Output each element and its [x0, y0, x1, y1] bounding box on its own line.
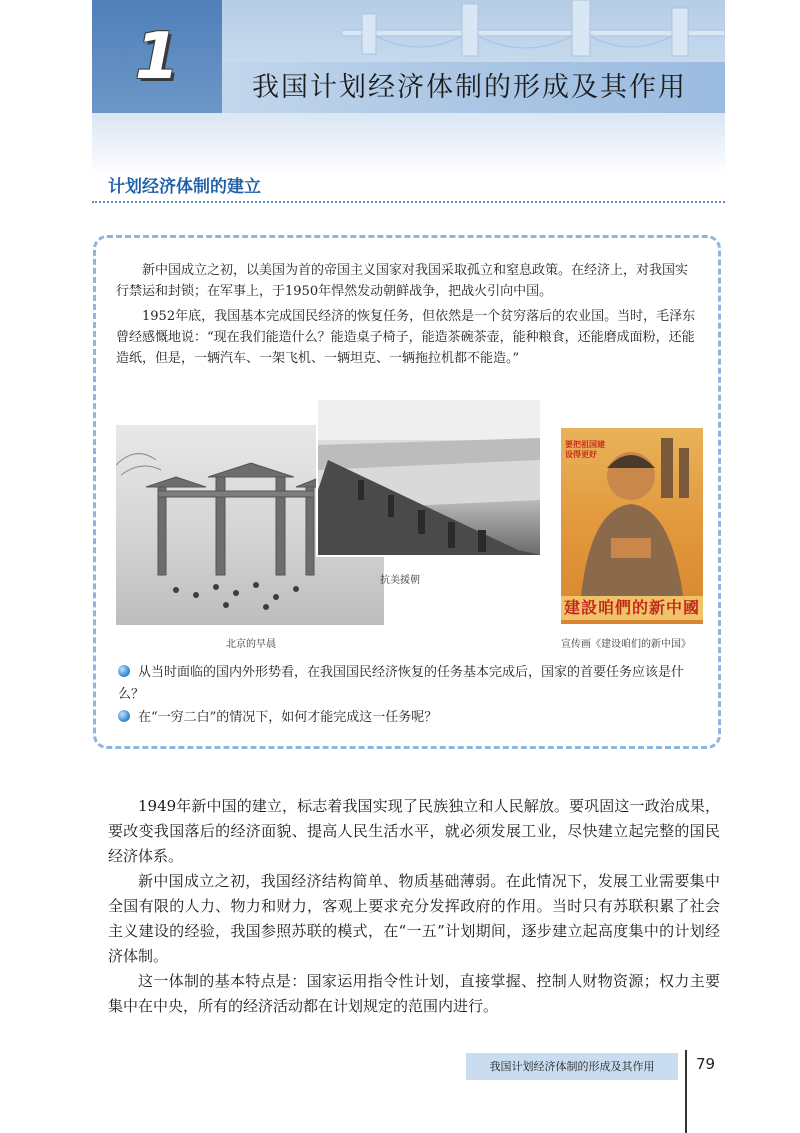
page-number: 79	[696, 1055, 716, 1073]
section-dotted-divider	[92, 201, 725, 203]
intro-paragraph: 1952年底，我国基本完成国民经济的恢复任务，但依然是一个贫穷落后的农业国。当时，毛泽东曾经感慨地说：“现在我们能造什么？能造桌子椅子，能造茶碗茶壶，能种粮食，还能磨成面粉，还能造纸，但是，一辆汽车、一架飞机、一辆坦克、一辆拖拉机都不能造。”	[116, 309, 696, 366]
chapter-number: 1	[134, 20, 180, 94]
section-heading: 计划经济体制的建立	[108, 177, 261, 197]
propaganda-poster	[561, 428, 703, 624]
question-bullet-icon	[118, 710, 130, 722]
chapter-title-band	[222, 62, 725, 113]
footer-vertical-rule	[685, 1050, 687, 1133]
question-bullet-icon	[118, 665, 130, 677]
war-photo-caption: 抗美援朝	[380, 575, 420, 586]
chapter-number-block	[92, 0, 222, 113]
discussion-question	[118, 707, 708, 729]
poster-caption: 宣传画《建设咱们的新中国》	[561, 639, 691, 650]
bridge-illustration	[342, 0, 725, 62]
body-paragraph: 新中国成立之初，我国经济结构简单、物质基础薄弱。在此情况下，发展工业需要集中全国有限的人力、物力和财力，客观上要求充分发挥政府的作用。当时只有苏联积累了社会主义建设的经验，我国参照苏联的模式，在“一五”计划期间，逐步建立起高度集中的计划经济体制。	[108, 872, 720, 965]
intro-paragraph: 新中国成立之初，以美国为首的帝国主义国家对我国采取孤立和窒息政策。在经济上，对我国实行禁运和封锁；在军事上，于1950年悍然发动朝鲜战争，把战火引向中国。	[116, 263, 689, 299]
question-text: 从当时面临的国内外形势看，在我国国民经济恢复的任务基本完成后，国家的首要任务应该是什么？	[118, 665, 685, 702]
chapter-title: 我国计划经济体制的形成及其作用	[252, 72, 687, 103]
running-footer-title: 我国计划经济体制的形成及其作用	[466, 1053, 678, 1080]
discussion-question	[118, 662, 708, 706]
intro-material-box	[93, 235, 721, 749]
chapter-header-banner	[92, 0, 725, 175]
beijing-photo-caption: 北京的早晨	[226, 639, 276, 650]
river-crossing-illustration	[318, 400, 540, 555]
poster-slogan: 要把祖国建设得更好	[565, 440, 605, 459]
poster-banner-text: 建設咱們的新中國	[561, 596, 703, 620]
body-paragraph: 这一体制的基本特点是：国家运用指令性计划，直接掌握、控制人财物资源；权力主要集中在中央，所有的经济活动都在计划规定的范围内进行。	[108, 972, 720, 1015]
question-text: 在“一穷二白”的情况下，如何才能完成这一任务呢？	[138, 710, 438, 725]
body-paragraph: 1949年新中国的建立，标志着我国实现了民族独立和人民解放。要巩固这一政治成果，要改变我国落后的经济面貌、提高人民生活水平，就必须发展工业，尽快建立起完整的国民经济体系。	[108, 797, 720, 865]
resist-america-aid-korea-photo	[318, 400, 540, 555]
